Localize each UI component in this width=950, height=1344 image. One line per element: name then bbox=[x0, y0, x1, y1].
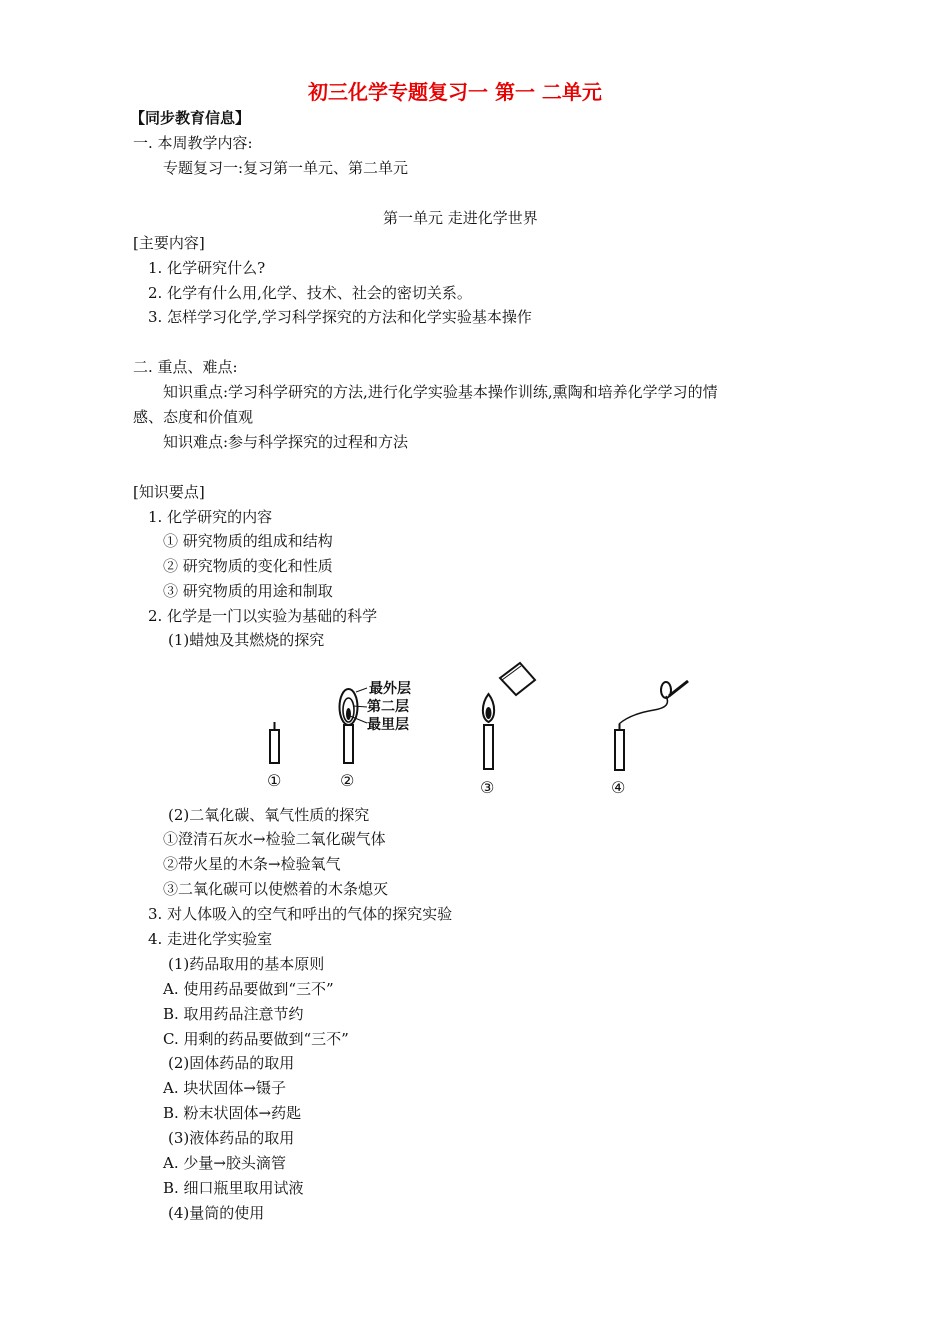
figure-number-4: ④ bbox=[611, 778, 626, 797]
knowledge-point-4-sub-4: (4)量筒的使用 bbox=[168, 1204, 265, 1222]
section-2-heading: 二. 重点、难点: bbox=[133, 358, 238, 376]
difficulty-line: 知识难点:参与科学探究的过程和方法 bbox=[163, 433, 409, 451]
unit-1-heading: 第一单元 走进化学世界 bbox=[383, 209, 538, 227]
liquid-drug-item: A. 少量→胶头滴管 bbox=[163, 1154, 286, 1172]
solid-drug-item: A. 块状固体→镊子 bbox=[163, 1079, 286, 1097]
figure-number-2: ② bbox=[340, 771, 355, 790]
candle-1 bbox=[270, 722, 279, 763]
knowledge-point-2: 2. 化学是一门以实验为基础的科学 bbox=[148, 607, 378, 625]
gas-property-item: ①澄清石灰水→检验二氧化碳气体 bbox=[163, 830, 386, 848]
candle-4-with-match bbox=[615, 681, 688, 770]
knowledge-point-4: 4. 走进化学实验室 bbox=[148, 930, 273, 948]
flame-label-outer: 最外层 bbox=[369, 681, 411, 697]
knowledge-point-2-sub-2: (2)二氧化碳、氧气性质的探究 bbox=[168, 806, 370, 824]
candle-experiment-figure bbox=[250, 650, 710, 800]
drug-principle-item: C. 用剩的药品要做到“三不” bbox=[163, 1030, 349, 1048]
main-content-label: [主要内容] bbox=[133, 234, 205, 252]
knowledge-point-4-sub-2: (2)固体药品的取用 bbox=[168, 1054, 295, 1072]
flame-label-inner: 最里层 bbox=[367, 717, 409, 733]
key-points-line-2: 感、态度和价值观 bbox=[133, 408, 254, 426]
knowledge-point-4-sub-1: (1)药品取用的基本原则 bbox=[168, 955, 325, 973]
knowledge-point-2-sub-1: (1)蜡烛及其燃烧的探究 bbox=[168, 631, 325, 649]
knowledge-point-1-item: ① 研究物质的组成和结构 bbox=[163, 532, 333, 550]
key-points-line-1: 知识重点:学习科学研究的方法,进行化学实验基本操作训练,熏陶和培养化学学习的情 bbox=[163, 383, 718, 401]
knowledge-point-1-item: ③ 研究物质的用途和制取 bbox=[163, 582, 333, 600]
knowledge-point-1: 1. 化学研究的内容 bbox=[148, 508, 273, 526]
main-content-item: 1. 化学研究什么? bbox=[148, 259, 266, 277]
drug-principle-item: B. 取用药品注意节约 bbox=[163, 1005, 304, 1023]
section-1-heading: 一. 本周教学内容: bbox=[133, 134, 253, 152]
section-1-content: 专题复习一:复习第一单元、第二单元 bbox=[163, 159, 409, 177]
document-title: 初三化学专题复习一 第一 二单元 bbox=[308, 80, 602, 104]
sync-info-heading: 【同步教育信息】 bbox=[130, 109, 251, 127]
figure-number-1: ① bbox=[267, 771, 282, 790]
knowledge-point-1-item: ② 研究物质的变化和性质 bbox=[163, 557, 333, 575]
drug-principle-item: A. 使用药品要做到“三不” bbox=[163, 980, 334, 998]
knowledge-point-3: 3. 对人体吸入的空气和呼出的气体的探究实验 bbox=[148, 905, 453, 923]
knowledge-label: [知识要点] bbox=[133, 483, 205, 501]
knowledge-point-4-sub-3: (3)液体药品的取用 bbox=[168, 1129, 295, 1147]
figure-number-3: ③ bbox=[480, 778, 495, 797]
candle-2-flame-layers bbox=[340, 688, 368, 763]
solid-drug-item: B. 粉末状固体→药匙 bbox=[163, 1104, 302, 1122]
gas-property-item: ②带火星的木条→检验氧气 bbox=[163, 855, 341, 873]
main-content-item: 2. 化学有什么用,化学、技术、社会的密切关系。 bbox=[148, 284, 472, 302]
main-content-item: 3. 怎样学习化学,学习科学探究的方法和化学实验基本操作 bbox=[148, 308, 532, 326]
liquid-drug-item: B. 细口瓶里取用试液 bbox=[163, 1179, 304, 1197]
gas-property-item: ③二氧化碳可以使燃着的木条熄灭 bbox=[163, 880, 389, 898]
candle-3-with-beaker bbox=[483, 663, 535, 769]
flame-label-middle: 第二层 bbox=[367, 699, 409, 715]
